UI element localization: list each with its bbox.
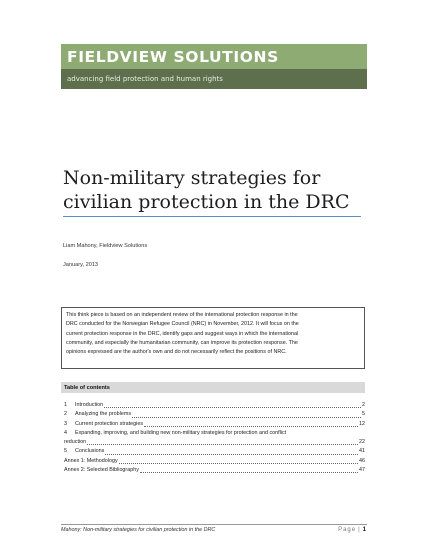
toc-entry-annex-methodology[interactable] [64, 457, 365, 466]
footer-page-indicator [338, 527, 367, 533]
toc-entry-page: 41 [359, 448, 365, 455]
toc-entry-label: Analyzing the problems [75, 411, 132, 418]
toc-entry-annex-bibliography[interactable] [64, 466, 365, 475]
toc-entry-introduction[interactable] [64, 401, 365, 410]
toc-entry-page: 47 [359, 467, 365, 474]
toc-leader-dots [144, 426, 358, 427]
toc-entry-page: 5 [362, 411, 365, 418]
toc-entry-page: 2 [362, 402, 365, 408]
toc-entry-label: Current protection strategies [75, 420, 144, 427]
toc-entry-number: 5 [64, 448, 67, 455]
toc-entry-analyzing[interactable] [64, 410, 365, 419]
table-of-contents [61, 382, 365, 475]
toc-entry-expanding[interactable] [64, 429, 365, 448]
author-line: Liam Mahony, Fieldview Solutions [63, 243, 148, 249]
banner-tagline-bar [61, 69, 367, 89]
toc-leader-dots [104, 407, 361, 408]
toc-entry-label: Conclusions [75, 448, 105, 455]
title-underline [63, 216, 361, 217]
header-banner [61, 44, 367, 89]
toc-entry-conclusions[interactable] [64, 447, 365, 456]
page-footer [61, 524, 367, 533]
toc-entry-line [64, 438, 365, 447]
abstract-line: community, and especially the humanitarian community, can improve its protection response. The [66, 339, 298, 346]
toc-leader-dots [87, 444, 358, 445]
toc-entry-number: 1 [64, 402, 67, 408]
toc-entry-number: 2 [64, 411, 67, 418]
toc-entry-label: Annex 1: Methodology [64, 457, 118, 464]
toc-entries [61, 401, 365, 475]
organization-name: FIELDVIEW SOLUTIONS [67, 47, 279, 66]
toc-leader-dots [105, 454, 358, 455]
toc-entry-label: Expanding, improving, and building new non-military strategies for protection and conflict [75, 429, 287, 436]
abstract-line: current protection response in the DRC, identify gaps and suggest ways in which the international [66, 330, 299, 337]
banner-title-bar [61, 44, 367, 69]
toc-leader-dots [119, 463, 358, 464]
toc-heading: Table of contents [64, 384, 110, 391]
toc-heading-bar [61, 382, 365, 393]
toc-entry-number: 4 [64, 429, 67, 436]
toc-leader-dots [132, 417, 361, 418]
toc-entry-page: 12 [359, 420, 365, 427]
document-title-line-1: Non-military strategies for [63, 167, 321, 189]
document-title-line-2: civilian protection in the DRC [63, 191, 350, 213]
toc-entry-current-strategies[interactable] [64, 420, 365, 429]
abstract-line: opinions expressed are the author's own and do not necessarily reflect the positions of NRC. [66, 349, 287, 356]
abstract-line: This think piece is based on an independent review of the international protection response in the [66, 312, 298, 318]
footer-page-number: 1 [362, 527, 367, 533]
toc-entry-line [64, 429, 365, 438]
abstract-text [66, 311, 360, 357]
toc-entry-label: Annex 2: Selected Bibliography [64, 467, 139, 474]
abstract-line: DRC conducted for the Norwegian Refugee Council (NRC) in November, 2012. It will focus on the [66, 321, 299, 328]
toc-entry-label: Introduction [75, 402, 104, 408]
toc-entry-number: 3 [64, 420, 67, 427]
document-title [63, 166, 363, 214]
toc-entry-page: 22 [359, 439, 365, 446]
date-line: January, 2013 [63, 262, 99, 268]
footer-running-title: Mahony: Non-military strategies for civilian protection in the DRC [61, 527, 216, 533]
toc-leader-dots [140, 472, 358, 473]
abstract-box [61, 307, 365, 369]
toc-entry-label-continued: reduction [64, 439, 87, 446]
toc-entry-page: 46 [359, 457, 365, 464]
organization-tagline: advancing field protection and human rights [67, 75, 223, 83]
footer-page-word: Page [338, 527, 357, 533]
footer-separator: | [358, 527, 361, 533]
